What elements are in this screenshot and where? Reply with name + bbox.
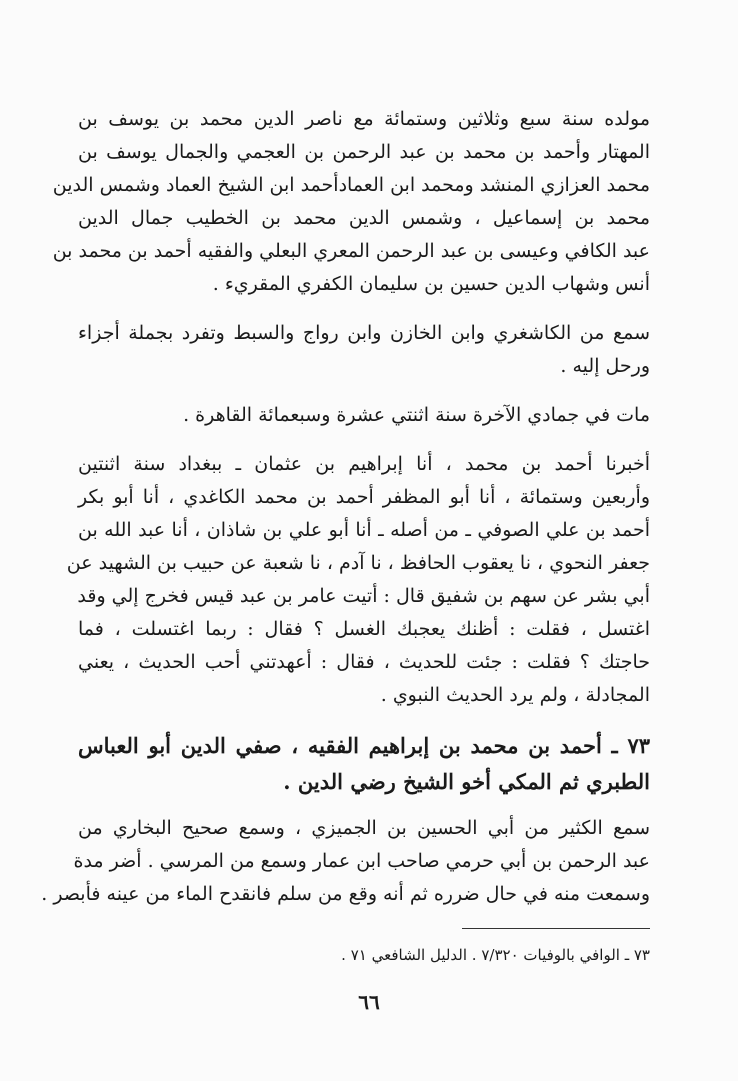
page-number: ٦٦ bbox=[358, 990, 380, 1014]
main-text bbox=[41, 103, 650, 927]
text-line: أحمد بن علي الصوفي ـ من أصله ـ أنا أبو علي بن شاذان ، أنا عبد الله بن bbox=[78, 519, 650, 541]
text-line: المهتار وأحمد بن محمد بن عبد الرحمن بن العجمي والجمال يوسف بن bbox=[78, 141, 650, 163]
text-line: أنس وشهاب الدين حسين بن سليمان الكفري المقريء . bbox=[212, 273, 650, 295]
entry-heading bbox=[78, 728, 650, 800]
text-line: ورحل إليه . bbox=[560, 355, 650, 377]
heading-line: ٧٣ ـ أحمد بن محمد بن إبراهيم الفقيه ، صفي الدين أبو العباس bbox=[78, 733, 650, 758]
text-line: وأربعين وستمائة ، أنا أبو المظفر أحمد بن محمد الكاغدي ، أنا أبو بكر bbox=[78, 486, 650, 508]
paragraph-death bbox=[78, 399, 650, 432]
text-line: مات في جمادي الآخرة سنة اثنتي عشرة وسبعمائة القاهرة . bbox=[183, 404, 650, 426]
text-line: وسمعت منه في حال ضرره ثم أنه وقع من سلم فانقدح الماء من عينه فأبصر . bbox=[41, 883, 650, 905]
footnote: ٧٣ ـ الوافي بالوفيات ٧/٣٢٠ . الدليل الشافعي ٧١ . bbox=[341, 946, 650, 964]
text-line: أخبرنا أحمد بن محمد ، أنا إبراهيم بن عثمان ـ ببغداد سنة اثنتين bbox=[78, 453, 650, 475]
text-line: أبي بشر عن سهم بن شفيق قال : أتيت عامر بن عبد قيس فخرج إلي وقد bbox=[77, 585, 650, 607]
text-line: حاجتك ؟ فقلت : جئت للحديث ، فقال : أعهدتني أحب الحديث ، يعني bbox=[78, 651, 650, 673]
heading-line: الطبري ثم المكي أخو الشيخ رضي الدين . bbox=[283, 769, 650, 794]
text-line: محمد بن إسماعيل ، وشمس الدين محمد بن الخطيب جمال الدين bbox=[78, 207, 650, 229]
text-line: عبد الكافي وعيسى بن عبد الرحمن المعري البعلي والفقيه أحمد بن محمد بن bbox=[52, 240, 650, 262]
text-line: سمع من الكاشغري وابن الخازن وابن رواج والسبط وتفرد بجملة أجزاء bbox=[78, 322, 650, 344]
paragraph-hadith bbox=[66, 448, 650, 712]
text-line: محمد العزازي المنشد ومحمد ابن العمادأحمد ابن الشيخ العماد وشمس الدين bbox=[52, 174, 650, 196]
text-line: مولده سنة سبع وثلاثين وستمائة مع ناصر الدين محمد بن يوسف بن bbox=[78, 108, 650, 130]
paragraph-birth bbox=[52, 103, 650, 301]
text-line: اغتسل ، فقلت : أظنك يعجبك الغسل ؟ فقال : ربما اغتسلت ، فما bbox=[78, 618, 650, 640]
text-line: عبد الرحمن بن أبي حرمي صاحب ابن عمار وسمع من المرسي . أضر مدة bbox=[73, 850, 650, 872]
paragraph-hearing bbox=[78, 317, 650, 383]
text-line: سمع الكثير من أبي الحسين بن الجميزي ، وسمع صحيح البخاري من bbox=[78, 817, 650, 839]
text-line: جعفر النحوي ، نا يعقوب الحافظ ، نا آدم ، نا شعبة عن حبيب بن الشهيد عن bbox=[66, 552, 650, 574]
paragraph-entry-73 bbox=[41, 812, 650, 911]
text-line: المجادلة ، ولم يرد الحديث النبوي . bbox=[380, 684, 650, 706]
footnote-separator bbox=[462, 928, 650, 929]
